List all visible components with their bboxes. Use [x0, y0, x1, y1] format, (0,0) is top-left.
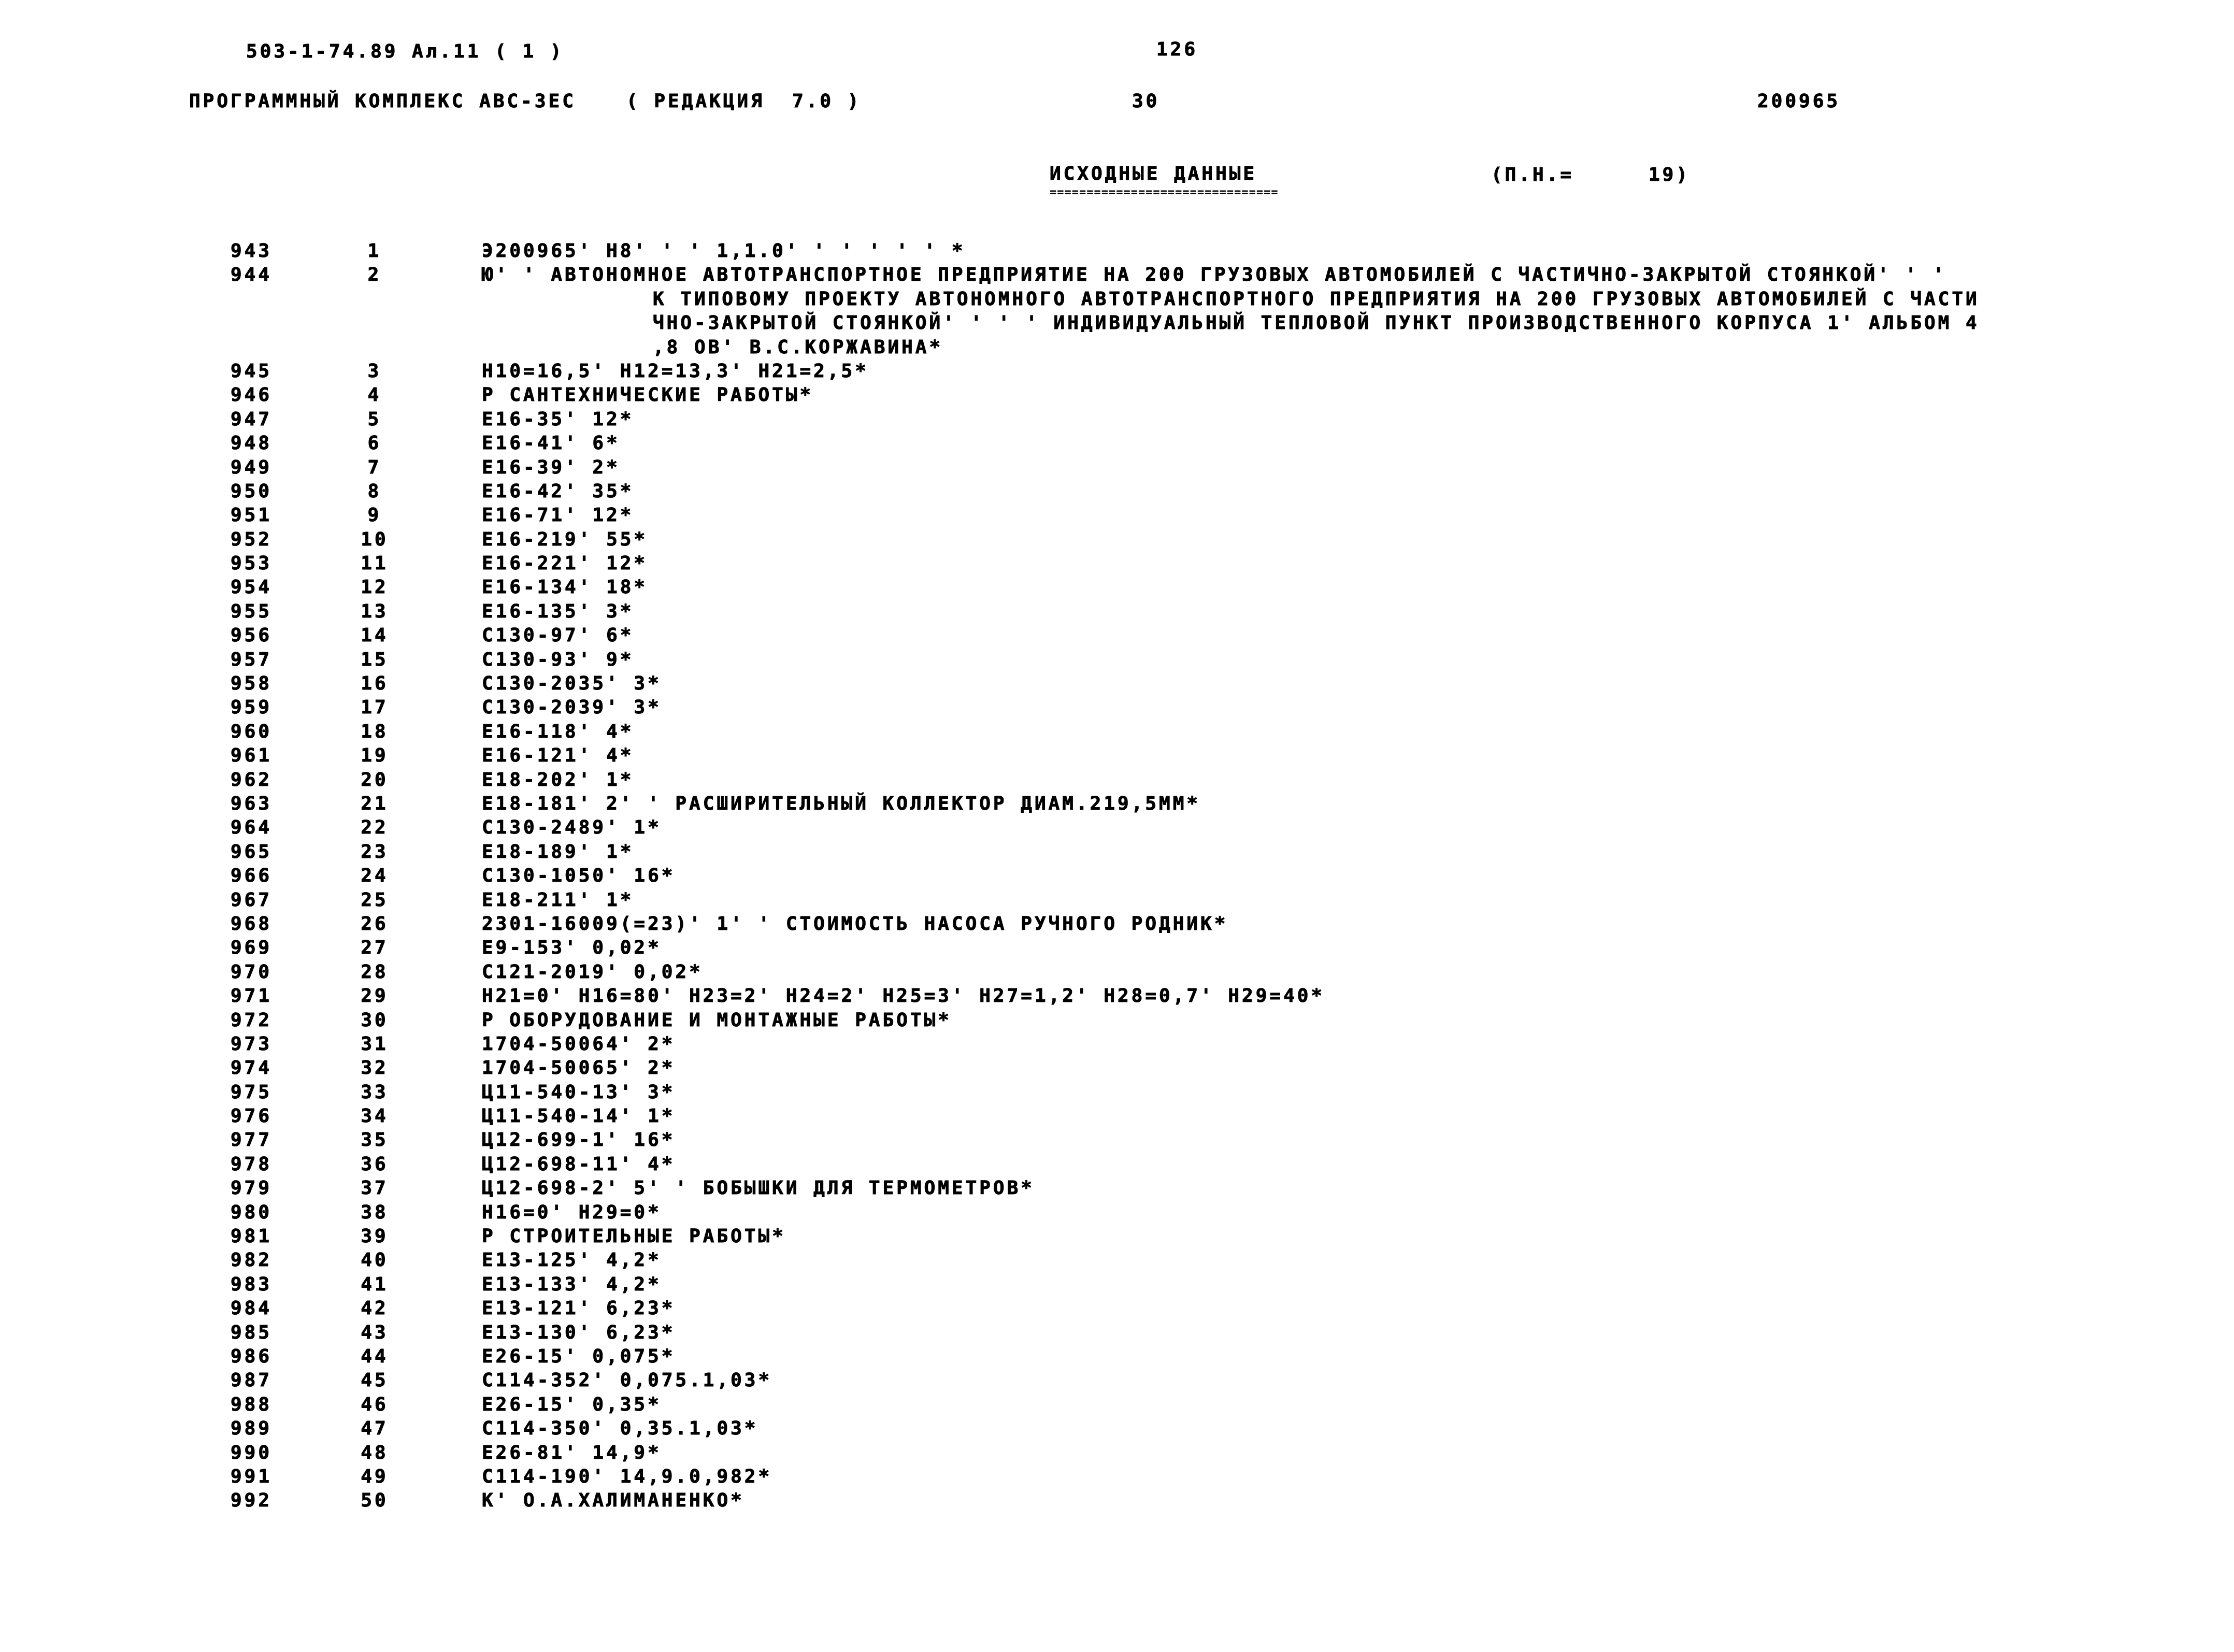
record-number: 974: [231, 1057, 273, 1079]
listing-line: [0, 720, 2234, 744]
listing-line: [0, 912, 2234, 936]
record-number: 989: [231, 1418, 273, 1440]
line-index: 40: [361, 1249, 389, 1271]
record-text: Ц12-698-2' 5' ' БОБЫШКИ ДЛЯ ТЕРМОМЕТРОВ*: [482, 1177, 1035, 1199]
line-index: 31: [361, 1033, 389, 1055]
record-text: Ц12-698-11' 4*: [482, 1153, 676, 1175]
record-number: 985: [231, 1321, 273, 1343]
record-number: 960: [231, 721, 273, 742]
listing-line: [0, 936, 2234, 960]
line-index: 26: [361, 913, 389, 935]
record-text: Е26-15' 0,35*: [482, 1394, 662, 1415]
listing-line: [0, 960, 2234, 984]
record-number: 979: [231, 1177, 273, 1199]
section-ref-label: (П.Н.=: [1491, 164, 1574, 185]
record-text: С121-2019' 0,02*: [482, 961, 703, 983]
listing-line: [0, 696, 2234, 720]
listing-line: [0, 768, 2234, 792]
record-number: 948: [231, 433, 273, 454]
listing-line: [0, 552, 2234, 576]
record-number: 950: [231, 480, 273, 502]
line-index: 15: [361, 649, 389, 670]
line-index: 41: [361, 1273, 389, 1295]
listing-line: [0, 1417, 2234, 1441]
listing-line: [0, 1489, 2234, 1513]
record-text: Е16-35' 12*: [482, 408, 634, 430]
record-text: К' О.А.ХАЛИМАНЕНКО*: [482, 1490, 744, 1512]
program-name: ПРОГРАММНЫЙ КОМПЛЕКС АВС-3ЕС: [189, 91, 576, 112]
line-index: 6: [367, 433, 382, 454]
line-index: 43: [361, 1321, 389, 1343]
record-number: 986: [231, 1345, 273, 1367]
listing-line: [0, 239, 2234, 263]
document-code: 503-1-74.89 Ал.11 ( 1 ): [246, 41, 564, 62]
record-number: 961: [231, 745, 273, 767]
line-index: 12: [361, 577, 389, 598]
line-index: 38: [361, 1201, 389, 1223]
listing-line: [0, 528, 2234, 552]
record-number: 951: [231, 505, 273, 526]
page-number: 126: [1156, 39, 1198, 60]
listing-line: [0, 288, 2234, 311]
line-index: 5: [367, 408, 382, 430]
line-index: 28: [361, 961, 389, 983]
record-text: Е16-135' 3*: [482, 600, 634, 622]
line-index: 25: [361, 889, 389, 911]
line-index: 11: [361, 553, 389, 574]
listing-line: [0, 1345, 2234, 1369]
line-index: 48: [361, 1442, 389, 1463]
line-index: 44: [361, 1345, 389, 1367]
listing-line: [0, 1369, 2234, 1392]
record-number: 969: [231, 937, 273, 959]
line-index: 24: [361, 865, 389, 887]
record-text: С130-93' 9*: [482, 649, 634, 670]
record-text: Ю' ' АВТОНОМНОЕ АВТОТРАНСПОРТНОЕ ПРЕДПРИЯТИЕ НА 200 ГРУЗОВЫХ АВТОМОБИЛЕЙ С ЧАСТИЧНО-ЗАКРЫТОЙ СТОЯНКОЙ' ' ': [482, 264, 1947, 286]
line-index: 30: [361, 1009, 389, 1031]
record-number: 990: [231, 1442, 273, 1463]
record-number: 962: [231, 769, 273, 791]
record-number: 944: [231, 264, 273, 286]
record-text: Е18-181' 2' ' РАСШИРИТЕЛЬНЫЙ КОЛЛЕКТОР ДИАМ.219,5ММ*: [482, 793, 1201, 814]
record-text: Е16-39' 2*: [482, 456, 620, 478]
record-number: 984: [231, 1298, 273, 1319]
record-text: Е16-42' 35*: [482, 480, 634, 502]
record-text: Е26-15' 0,075*: [482, 1345, 676, 1367]
line-index: 8: [367, 480, 382, 502]
line-index: 22: [361, 817, 389, 839]
input-data-listing: [0, 239, 2234, 1513]
record-number: 965: [231, 841, 273, 863]
record-number: 967: [231, 889, 273, 911]
listing-line: [0, 648, 2234, 672]
record-text: Н21=0' Н16=80' Н23=2' Н24=2' Н25=3' Н27=1,2' Н28=0,7' Н29=40*: [482, 985, 1325, 1007]
record-text: Р ОБОРУДОВАНИЕ И МОНТАЖНЫЕ РАБОТЫ*: [482, 1009, 952, 1031]
listing-line: [0, 984, 2234, 1008]
listing-line: [0, 504, 2234, 527]
sheet-number: 30: [1132, 91, 1160, 112]
record-number: 987: [231, 1370, 273, 1391]
record-text: С114-350' 0,35.1,03*: [482, 1418, 758, 1440]
record-text-continuation: ЧНО-ЗАКРЫТОЙ СТОЯНКОЙ' ' ' ' ИНДИВИДУАЛЬНЫЙ ТЕПЛОВОЙ ПУНКТ ПРОИЗВОДСТВЕННОГО КОРПУСА 1' АЛЬБОМ 4: [653, 312, 1980, 334]
listing-line: [0, 311, 2234, 335]
listing-line: [0, 1321, 2234, 1345]
line-index: 36: [361, 1153, 389, 1175]
line-index: 32: [361, 1057, 389, 1079]
header-code-right: 200965: [1757, 91, 1841, 112]
listing-line: [0, 1441, 2234, 1465]
record-number: 946: [231, 384, 273, 406]
record-text: 2301-16009(=23)' 1' ' СТОИМОСТЬ НАСОСА РУЧНОГО РОДНИК*: [482, 913, 1228, 935]
section-title-underline: ===============================: [1050, 187, 1279, 198]
record-text: Е18-211' 1*: [482, 889, 634, 911]
record-number: 949: [231, 456, 273, 478]
listing-line: [0, 383, 2234, 407]
listing-line: [0, 360, 2234, 383]
record-number: 992: [231, 1490, 273, 1512]
record-text: Е16-41' 6*: [482, 433, 620, 454]
line-index: 2: [367, 264, 382, 286]
record-number: 958: [231, 673, 273, 695]
line-index: 1: [367, 240, 382, 262]
line-index: 20: [361, 769, 389, 791]
record-text: Е16-121' 4*: [482, 745, 634, 767]
section-title: ИСХОДНЫЕ ДАННЫЕ: [1050, 163, 1257, 184]
record-text: Е16-221' 12*: [482, 553, 648, 574]
section-ref-value: 19): [1649, 164, 1691, 185]
record-text: Е9-153' 0,02*: [482, 937, 662, 959]
record-number: 956: [231, 625, 273, 647]
listing-line: [0, 1225, 2234, 1248]
record-text: Е13-125' 4,2*: [482, 1249, 662, 1271]
record-number: 978: [231, 1153, 273, 1175]
line-index: 35: [361, 1129, 389, 1151]
line-index: 19: [361, 745, 389, 767]
listing-line: [0, 1393, 2234, 1417]
listing-line: [0, 744, 2234, 768]
listing-line: [0, 336, 2234, 360]
line-index: 21: [361, 793, 389, 814]
listing-line: [0, 1056, 2234, 1080]
record-number: 988: [231, 1394, 273, 1415]
record-number: 953: [231, 553, 273, 574]
record-number: 963: [231, 793, 273, 814]
line-index: 46: [361, 1394, 389, 1415]
record-text: Ц12-699-1' 16*: [482, 1129, 676, 1151]
line-index: 29: [361, 985, 389, 1007]
record-number: 959: [231, 697, 273, 719]
listing-line: [0, 816, 2234, 840]
record-text: Е18-202' 1*: [482, 769, 634, 791]
line-index: 7: [367, 456, 382, 478]
listing-line: [0, 1032, 2234, 1056]
record-number: 947: [231, 408, 273, 430]
record-number: 957: [231, 649, 273, 670]
record-text: 1704-50064' 2*: [482, 1033, 676, 1055]
record-number: 982: [231, 1249, 273, 1271]
record-number: 973: [231, 1033, 273, 1055]
record-number: 981: [231, 1226, 273, 1247]
record-number: 975: [231, 1081, 273, 1103]
record-text: С130-2489' 1*: [482, 817, 662, 839]
record-number: 964: [231, 817, 273, 839]
line-index: 37: [361, 1177, 389, 1199]
line-index: 27: [361, 937, 389, 959]
record-text: Е16-71' 12*: [482, 505, 634, 526]
listing-line: [0, 1465, 2234, 1489]
record-text: Ц11-540-13' 3*: [482, 1081, 676, 1103]
record-number: 970: [231, 961, 273, 983]
record-text: С130-2039' 3*: [482, 697, 662, 719]
listing-line: [0, 576, 2234, 599]
listing-line: [0, 1273, 2234, 1297]
record-text: С114-352' 0,075.1,03*: [482, 1370, 772, 1391]
record-number: 971: [231, 985, 273, 1007]
listing-line: [0, 672, 2234, 696]
line-index: 50: [361, 1490, 389, 1512]
record-text: Е13-130' 6,23*: [482, 1321, 676, 1343]
line-index: 4: [367, 384, 382, 406]
record-text: Е26-81' 14,9*: [482, 1442, 662, 1463]
record-number: 945: [231, 360, 273, 382]
record-number: 991: [231, 1466, 273, 1487]
record-text-continuation: ,8 ОВ' В.С.КОРЖАВИНА*: [653, 336, 943, 358]
record-number: 955: [231, 600, 273, 622]
record-number: 972: [231, 1009, 273, 1031]
listing-line: [0, 624, 2234, 648]
record-text: Е18-189' 1*: [482, 841, 634, 863]
listing-line: [0, 1297, 2234, 1320]
listing-line: [0, 1153, 2234, 1176]
record-number: 943: [231, 240, 273, 262]
listing-line: [0, 1248, 2234, 1272]
listing-line: [0, 1176, 2234, 1200]
record-text: С114-190' 14,9.0,982*: [482, 1466, 772, 1487]
record-text: Е13-133' 4,2*: [482, 1273, 662, 1295]
listing-line: [0, 432, 2234, 455]
line-index: 9: [367, 505, 382, 526]
record-number: 966: [231, 865, 273, 887]
line-index: 42: [361, 1298, 389, 1319]
record-number: 968: [231, 913, 273, 935]
record-text: Е13-121' 6,23*: [482, 1298, 676, 1319]
record-text: С130-1050' 16*: [482, 865, 676, 887]
listing-line: [0, 600, 2234, 624]
record-text: Ц11-540-14' 1*: [482, 1105, 676, 1127]
record-text: Е16-134' 18*: [482, 577, 648, 598]
line-index: 34: [361, 1105, 389, 1127]
line-index: 18: [361, 721, 389, 742]
line-index: 10: [361, 528, 389, 550]
listing-line: [0, 1009, 2234, 1032]
record-text-continuation: К ТИПОВОМУ ПРОЕКТУ АВТОНОМНОГО АВТОТРАНСПОРТНОГО ПРЕДПРИЯТИЯ НА 200 ГРУЗОВЫХ АВТОМОБИЛЕЙ С ЧАСТИ: [653, 288, 1980, 310]
listing-line: [0, 840, 2234, 864]
record-text: Е16-219' 55*: [482, 528, 648, 550]
listing-line: [0, 480, 2234, 504]
record-text: Н10=16,5' Н12=13,3' Н21=2,5*: [482, 360, 869, 382]
line-index: 17: [361, 697, 389, 719]
record-number: 980: [231, 1201, 273, 1223]
record-number: 952: [231, 528, 273, 550]
line-index: 49: [361, 1466, 389, 1487]
line-index: 16: [361, 673, 389, 695]
listing-line: [0, 1128, 2234, 1152]
line-index: 3: [367, 360, 382, 382]
listing-line: [0, 1201, 2234, 1225]
record-text: Р СТРОИТЕЛЬНЫЕ РАБОТЫ*: [482, 1226, 786, 1247]
record-number: 976: [231, 1105, 273, 1127]
record-text: Р САНТЕХНИЧЕСКИЕ РАБОТЫ*: [482, 384, 814, 406]
line-index: 47: [361, 1418, 389, 1440]
listing-line: [0, 1081, 2234, 1104]
line-index: 33: [361, 1081, 389, 1103]
listing-line: [0, 408, 2234, 432]
record-text: Э200965' Н8' ' ' 1,1.0' ' ' ' ' ' *: [482, 240, 966, 262]
record-text: С130-97' 6*: [482, 625, 634, 647]
line-index: 45: [361, 1370, 389, 1391]
line-index: 13: [361, 600, 389, 622]
record-text: Н16=0' Н29=0*: [482, 1201, 662, 1223]
record-text: С130-2035' 3*: [482, 673, 662, 695]
record-number: 954: [231, 577, 273, 598]
line-index: 23: [361, 841, 389, 863]
line-index: 14: [361, 625, 389, 647]
listing-line: [0, 1104, 2234, 1128]
record-number: 983: [231, 1273, 273, 1295]
listing-line: [0, 864, 2234, 888]
listing-line: [0, 263, 2234, 287]
record-text: Е16-118' 4*: [482, 721, 634, 742]
edition-label: ( РЕДАКЦИЯ 7.0 ): [626, 91, 862, 112]
listing-line: [0, 888, 2234, 912]
line-index: 39: [361, 1226, 389, 1247]
record-number: 977: [231, 1129, 273, 1151]
listing-line: [0, 792, 2234, 816]
record-text: 1704-50065' 2*: [482, 1057, 676, 1079]
listing-line: [0, 456, 2234, 480]
